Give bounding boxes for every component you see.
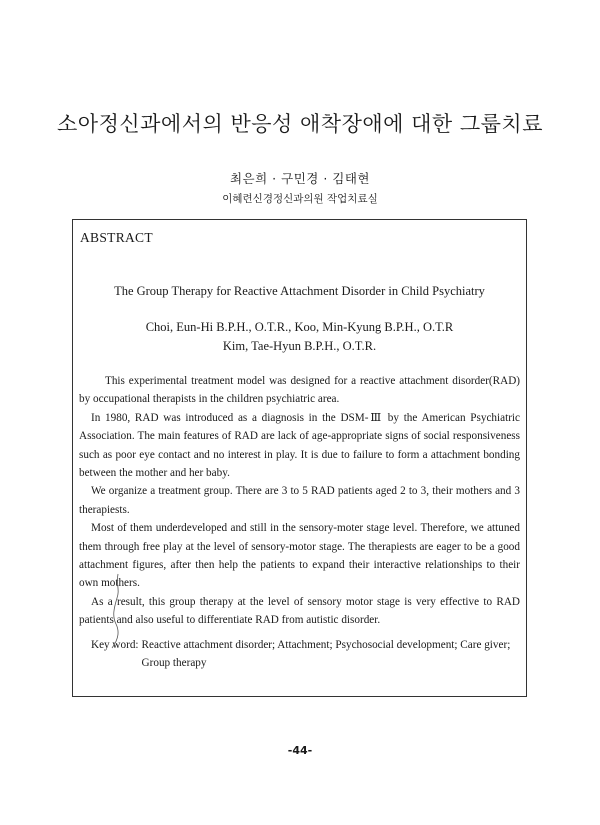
english-authors <box>73 318 526 356</box>
korean-affiliation: 이혜련신경정신과의원 작업치료실 <box>222 193 378 205</box>
keywords-label: Key word: <box>91 639 139 651</box>
keywords-block <box>91 636 521 673</box>
korean-authors: 최은희 · 구민경 · 김태현 <box>229 171 371 186</box>
english-authors-line-2: Kim, Tae-Hyun B.P.H., O.T.R. <box>222 339 377 353</box>
keywords-text: Reactive attachment disorder; Attachment; Psychosocial development; Care giver; Group therapy <box>141 639 511 670</box>
abstract-paragraph: In 1980, RAD was introduced as a diagnosis in the DSM-Ⅲ by the American Psychiatric Association. The main features of RAD are lack of age-appropriate signs of social responsiveness such as poor eye contact and no interest in play. It is due to failure to form a attachment bonding between the mother and her baby. <box>79 411 520 480</box>
handwritten-pen-mark <box>98 572 138 652</box>
abstract-box <box>72 219 527 697</box>
abstract-paragraph: We organize a treatment group. There are 3 to 5 RAD patients aged 2 to 3, their mothers and 3 therapiests. <box>79 485 520 516</box>
english-title: The Group Therapy for Reactive Attachment Disorder in Child Psychiatry <box>114 284 485 298</box>
abstract-paragraph: This experimental treatment model was designed for a reactive attachment disorder(RAD) by occupational therapists in the children psychiatric area. <box>79 375 520 406</box>
abstract-label: ABSTRACT <box>80 230 153 245</box>
english-authors-line-1: Choi, Eun-Hi B.P.H., O.T.R., Koo, Min-Kyung B.P.H., O.T.R <box>145 320 454 334</box>
abstract-paragraph: As a result, this group therapy at the level of sensory motor stage is very effective to RAD patients and also useful to differentiate RAD from autistic disorder. <box>79 595 520 627</box>
abstract-paragraph: Most of them underdeveloped and still in the sensory-moter stage level. Therefore, we attuned them through free play at the level of sensory-motor stage. The therapiests are eager to be a good attachment figures, after then help the patients to expand their interactive relationships to their own mothers. <box>79 522 520 590</box>
page-number: -44- <box>287 744 313 757</box>
korean-title: 소아정신과에서의 반응성 애착장애에 대한 그룹치료 <box>57 112 543 136</box>
abstract-body <box>79 372 520 630</box>
